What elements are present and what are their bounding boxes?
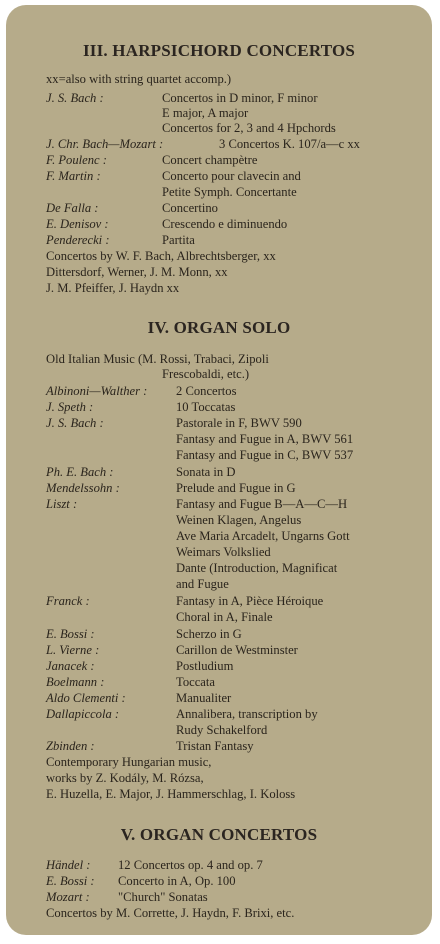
composer-name: Boelmann : (46, 675, 105, 689)
work-title: Concertos for 2, 3 and 4 Hpchords (162, 121, 336, 135)
composer-name: Ph. E. Bach : (46, 465, 114, 479)
work-title: 3 Concertos K. 107/a—c xx (219, 137, 360, 151)
work-title: Concerto pour clavecin and (162, 169, 301, 183)
work-title: Fantasy and Fugue in C, BWV 537 (176, 448, 354, 462)
composer-name: F. Martin : (46, 169, 101, 183)
work-title: Prelude and Fugue in G (176, 481, 296, 495)
list-item: J. M. Pfeiffer, J. Haydn xx (46, 281, 180, 295)
work-title: Carillon de Westminster (176, 643, 298, 657)
work-title: Sonata in D (176, 465, 236, 479)
work-title: 10 Toccatas (176, 400, 236, 414)
composer-name: J. S. Bach : (46, 416, 104, 430)
work-title: Crescendo e diminuendo (162, 217, 288, 231)
list-item: Old Italian Music (M. Rossi, Trabaci, Zipoli (46, 352, 269, 366)
work-title: Rudy Schakelford (176, 723, 268, 737)
work-title: Partita (162, 233, 195, 247)
list-item: Contemporary Hungarian music, (46, 755, 212, 769)
work-title: Concerto in A, Op. 100 (118, 874, 236, 888)
work-title: Dante (Introduction, Magnificat (176, 561, 338, 575)
work-title: Petite Symph. Concertante (162, 185, 297, 199)
work-title: Concert champètre (162, 153, 258, 167)
section-title-harpsichord-concertos: III. HARPSICHORD CONCERTOS (82, 41, 356, 60)
work-title: Manualiter (176, 691, 232, 705)
work-title: Concertino (162, 201, 218, 215)
list-item: Frescobaldi, etc.) (162, 367, 250, 381)
composer-name: Liszt : (46, 497, 78, 511)
list-item: xx=also with string quartet accomp.) (46, 72, 232, 86)
work-title: Concertos in D minor, F minor (162, 91, 318, 105)
work-title: Scherzo in G (176, 627, 242, 641)
composer-name: Albinoni—Walther : (46, 384, 148, 398)
list-item: Concertos by W. F. Bach, Albrechtsberger, xx (46, 249, 276, 263)
list-item: E. Huzella, E. Major, J. Hammerschlag, I. Koloss (46, 787, 296, 801)
work-title: Postludium (176, 659, 234, 673)
work-title: Pastorale in F, BWV 590 (176, 416, 302, 430)
composer-name: Penderecki : (46, 233, 110, 247)
work-title: Tristan Fantasy (176, 739, 254, 753)
work-title: E major, A major (162, 106, 249, 120)
section-title-organ-solo: IV. ORGAN SOLO (147, 318, 291, 337)
list-item: works by Z. Kodály, M. Rózsa, (46, 771, 204, 785)
work-title: 2 Concertos (176, 384, 237, 398)
composer-name: J. S. Bach : (46, 91, 104, 105)
composer-name: Mendelssohn : (46, 481, 120, 495)
work-title: Weinen Klagen, Angelus (176, 513, 302, 527)
work-title: Fantasy in A, Pièce Héroique (176, 594, 324, 608)
composer-name: Aldo Clementi : (46, 691, 126, 705)
work-title: Weimars Volkslied (176, 545, 271, 559)
program-card (6, 5, 432, 935)
work-title: Fantasy and Fugue B—A—C—H (176, 497, 348, 511)
list-item: Dittersdorf, Werner, J. M. Monn, xx (46, 265, 228, 279)
composer-name: L. Vierne : (46, 643, 100, 657)
composer-name: Mozart : (46, 890, 90, 904)
composer-name: Dallapiccola : (46, 707, 120, 721)
composer-name: De Falla : (46, 201, 99, 215)
work-title: and Fugue (176, 577, 229, 591)
list-item: Concertos by M. Corrette, J. Haydn, F. Brixi, etc. (46, 906, 295, 920)
composer-name: Zbinden : (46, 739, 95, 753)
composer-name: E. Bossi : (46, 874, 95, 888)
work-title: Ave Maria Arcadelt, Ungarns Gott (176, 529, 350, 543)
work-title: Annalibera, transcription by (176, 707, 318, 721)
section-title-organ-concertos: V. ORGAN CONCERTOS (120, 825, 318, 844)
composer-name: J. Chr. Bach—Mozart : (46, 137, 164, 151)
work-title: 12 Concertos op. 4 and op. 7 (118, 858, 263, 872)
work-title: Choral in A, Finale (176, 610, 273, 624)
work-title: "Church" Sonatas (118, 890, 208, 904)
composer-name: E. Bossi : (46, 627, 95, 641)
composer-name: Janacek : (46, 659, 95, 673)
composer-name: Franck : (46, 594, 90, 608)
composer-name: J. Speth : (46, 400, 94, 414)
composer-name: E. Denisov : (46, 217, 109, 231)
composer-name: Händel : (46, 858, 91, 872)
work-title: Toccata (176, 675, 215, 689)
composer-name: F. Poulenc : (46, 153, 107, 167)
work-title: Fantasy and Fugue in A, BWV 561 (176, 432, 354, 446)
